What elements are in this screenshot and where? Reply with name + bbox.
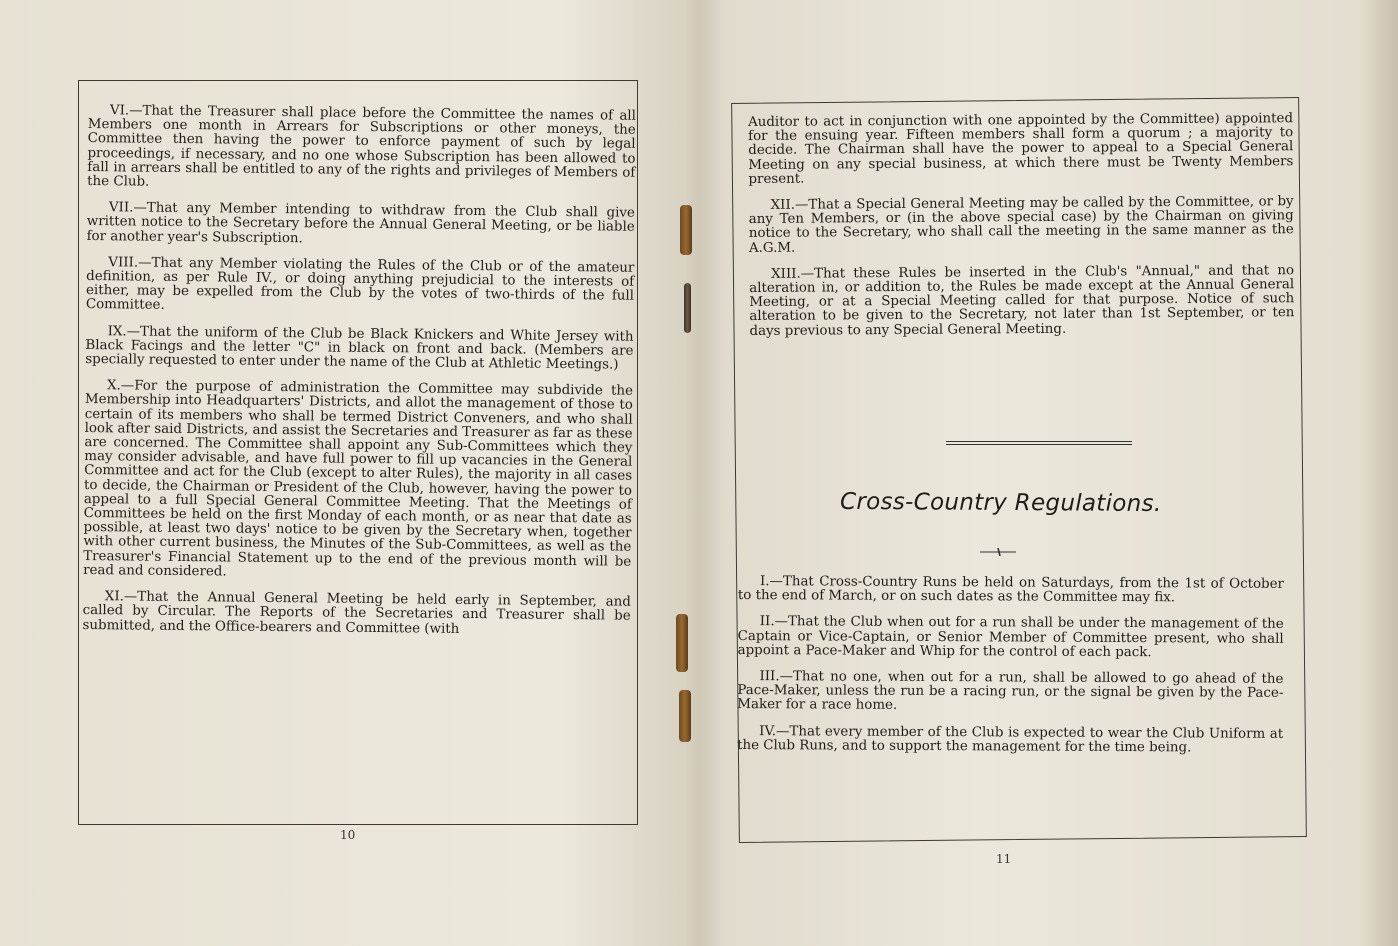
regulation-paragraph: I.—That Cross-Country Runs be held on Saturdays, from the 1st of October to the end of March, or on such dates as the Committee may fix. <box>737 574 1284 606</box>
rule-paragraph: XIII.—That these Rules be inserted in the Club's "Annual," and that no alteration in, or addition to, the Rules be made except at the Annual General Meeting, or at a Special Meeting called for that purpose. Notice of such alteration to be given to the Secretary, not later than 1st September, or ten days previous to any Special General Meeting. <box>749 263 1295 339</box>
rule-paragraph: VII.—That any Member intending to withdraw from the Club shall give written notice to the Secretary before the Annual General Meeting, or be liable for another year's Subscription. <box>86 200 635 246</box>
staple-mark <box>676 614 688 672</box>
ornament-flourish <box>978 548 1018 556</box>
page-number-right: 11 <box>996 852 1012 866</box>
page-number-left: 10 <box>340 828 356 842</box>
rule-paragraph: VIII.—That any Member violating the Rules of the Club or of the amateur definition, as per Rule IV., or doing anything prejudicial to the interests of either, may be expelled from the Club by the votes of two-thirds of the full Committee. <box>85 255 635 314</box>
rule-paragraph: VI.—That the Treasurer shall place before the Committee the names of all Members one month in Arrears for Subscriptions or other moneys, the Committee then having the power to enforce payment of such by legal proceedings, if necessary, and no one whose Subscription has been allowed to fall in arrears shall be entitled to any of the rights and privileges of Members of the Club. <box>87 103 636 190</box>
rule-continuation: Auditor to act in conjunction with one appointed by the Committee) appointed for the ensuing year. Fifteen members shall form a quorum ; a majority to decide. The Chairman shall have the power to appeal to a Special General Meeting on any special business, at which there must be Twenty Members present. <box>747 111 1294 187</box>
regulation-paragraph: III.—That no one, when out for a run, shall be allowed to go ahead of the Pace-Maker, unless the run be a racing run, or the signal be given by the Pace-Maker for a race home. <box>737 669 1284 714</box>
section-title: Cross-Country Regulations. <box>839 488 1162 518</box>
rule-paragraph: X.—For the purpose of administration the Committee may subdivide the Membership into Headquarters' Districts, and allot the management of those to certain of its members who shall be termed District Conveners, and who shall look after said Districts, and assist the Secretaries and Treasurer as far as these are concerned. The Committee shall appoint any Sub-Committees which they may consider advisable, and have full power to fill up vacancies in the General Committee and act for the Club (except to alter Rules), the majority in all cases to decide, the Chairman or President of the Club, however, having the power to appeal to a full Special General Committee Meeting. That the Meetings of Committees be held on the first Monday of each month, or as near that date as possible, at least two days' notice to be given by the Secretary when, together with other current business, the Minutes of the Sub-Committees, as well as the Treasurer's Financial Statement up to the end of the previous month will be read and considered. <box>83 378 634 580</box>
staple-mark <box>680 205 692 255</box>
rule-paragraph: XII.—That a Special General Meeting may be called by the Committee, or by any Ten Members, or (in the above special case) by the Chairman on giving notice to the Secretary, who shall call the meeting in the same manner as the A.G.M. <box>748 194 1294 256</box>
left-page-text <box>82 104 636 650</box>
cross-country-regulations <box>737 575 1284 768</box>
staple-mark <box>684 283 691 333</box>
right-page-text <box>748 112 1295 351</box>
page-edge-shadow <box>1358 0 1398 946</box>
rule-paragraph: IX.—That the uniform of the Club be Black Knickers and White Jersey with Black Facings and the letter "C" in black on front and back. (Members are specially requested to enter under the name of the Club at Athletic Meetings.) <box>85 323 634 373</box>
divider-rule <box>946 441 1132 445</box>
regulation-paragraph: IV.—That every member of the Club is expected to wear the Club Uniform at the Club Runs, and to support the management for the time being. <box>737 723 1284 756</box>
regulation-paragraph: II.—That the Club when out for a run shall be under the management of the Captain or Vice-Captain, or Senior Member of Committee present, who shall appoint a Pace-Maker and Whip for the control of each pack. <box>737 614 1284 660</box>
staple-mark <box>679 690 691 742</box>
rule-paragraph: XI.—That the Annual General Meeting be held early in September, and called by Circular. The Reports of the Secretaries and Treasurer shall be submitted, and the Office-bearers and Committee (with <box>82 589 631 637</box>
